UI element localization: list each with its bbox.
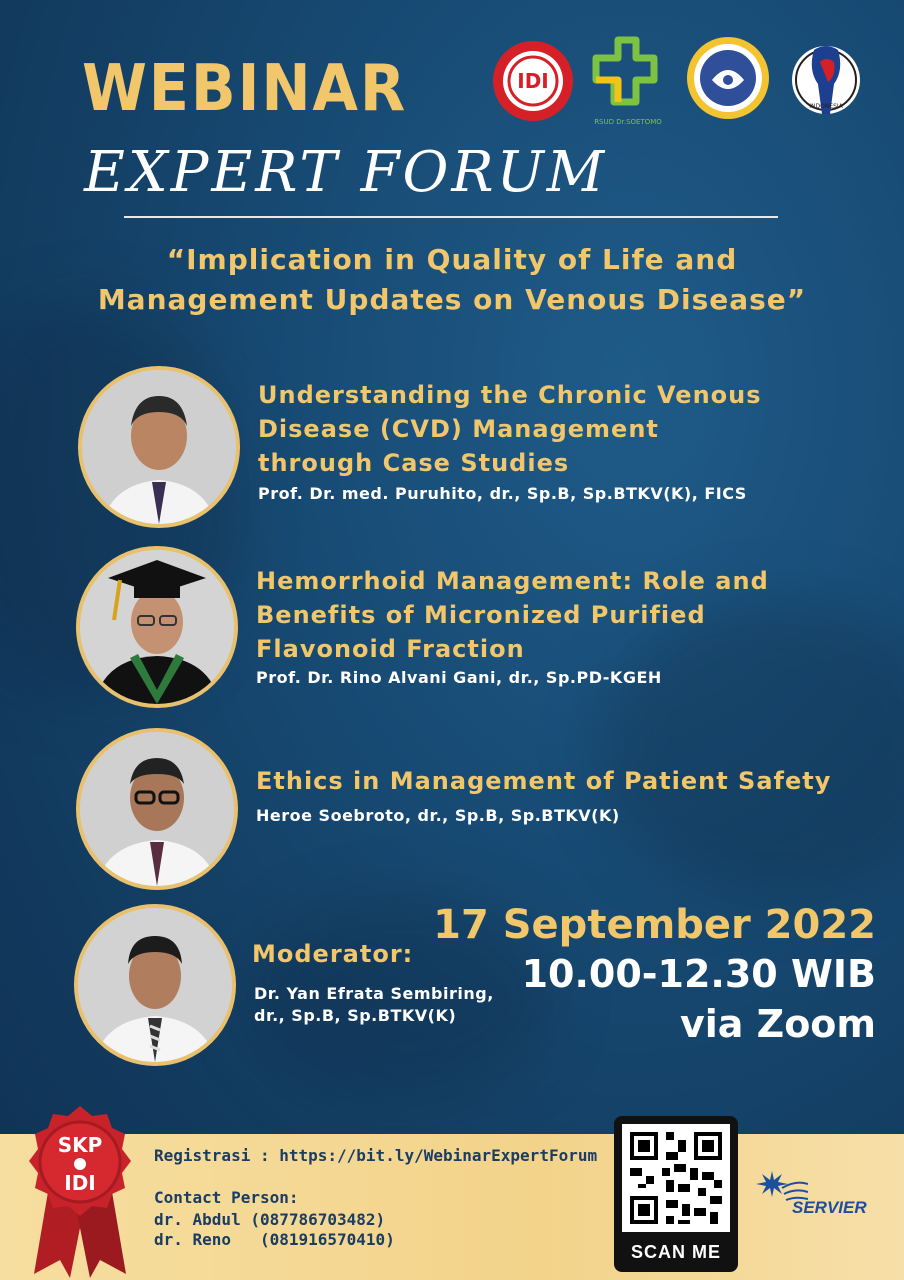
moderator-name-line-2: dr., Sp.B, Sp.BTKV(K) xyxy=(254,1006,457,1025)
registration-link[interactable]: Registrasi : https://bit.ly/WebinarExpertForum xyxy=(154,1146,598,1165)
svg-text:IDI: IDI xyxy=(517,69,549,93)
topic-line: Ethics in Management of Patient Safety xyxy=(256,767,832,795)
speaker-photo-puruhito xyxy=(78,366,240,528)
theme-line-2: Management Updates on Venous Disease” xyxy=(97,283,807,316)
contact-abdul: dr. Abdul (087786703482) xyxy=(154,1210,386,1229)
topic-line: Hemorrhoid Management: Role and xyxy=(256,567,769,595)
speaker-photo-heroe xyxy=(76,728,238,890)
idi-logo-icon xyxy=(492,40,574,122)
partner-logos xyxy=(492,32,862,132)
session-2-speaker: Prof. Dr. Rino Alvani Gani, dr., Sp.PD-KGEH xyxy=(256,668,662,687)
event-venue: via Zoom xyxy=(679,1002,876,1046)
topic-line: Flavonoid Fraction xyxy=(256,635,525,663)
event-date: 17 September 2022 xyxy=(433,902,876,948)
session-1-topic xyxy=(258,378,762,480)
speaker-portrait-icon xyxy=(80,732,234,886)
moderator-portrait-icon xyxy=(78,908,232,1062)
contact-label: Contact Person: xyxy=(154,1188,299,1207)
poster-subtitle: EXPERT FORUM xyxy=(84,140,608,205)
svg-text:RSUD Dr.SOETOMO: RSUD Dr.SOETOMO xyxy=(594,118,662,126)
topic-line: Understanding the Chronic Venous xyxy=(258,381,762,409)
event-time: 10.00-12.30 WIB xyxy=(521,952,876,996)
servier-logo xyxy=(752,1170,892,1224)
moderator-label: Moderator: xyxy=(252,940,414,968)
moderator-name-line-1: Dr. Yan Efrata Sembiring, xyxy=(254,984,494,1003)
qr-code-image xyxy=(622,1124,730,1232)
servier-wordmark: SERVIER xyxy=(792,1198,867,1217)
contact-reno: dr. Reno (081916570410) xyxy=(154,1230,395,1249)
topic-line: Disease (CVD) Management xyxy=(258,415,659,443)
topic-line: Benefits of Micronized Purified xyxy=(256,601,706,629)
svg-text:IDI: IDI xyxy=(64,1171,96,1195)
qr-code[interactable] xyxy=(614,1116,738,1272)
title-divider xyxy=(124,216,778,218)
speaker-photo-rino xyxy=(76,546,238,708)
speaker-portrait-icon xyxy=(80,550,234,704)
rsud-soetomo-logo-icon xyxy=(588,32,668,128)
poster-title: WEBINAR xyxy=(82,52,408,126)
theme-line-1: “Implication in Quality of Life and xyxy=(166,243,738,276)
vascular-society-logo-icon xyxy=(790,32,862,128)
session-2-topic xyxy=(256,564,769,666)
moderator-photo xyxy=(74,904,236,1066)
svg-text:INDONESIA: INDONESIA xyxy=(809,103,843,110)
session-1-speaker: Prof. Dr. med. Puruhito, dr., Sp.B, Sp.BTKV(K), FICS xyxy=(258,484,747,503)
qr-pattern-icon xyxy=(622,1124,730,1232)
university-seal-icon xyxy=(686,36,770,120)
webinar-theme xyxy=(20,240,884,320)
svg-text:SKP: SKP xyxy=(57,1133,103,1157)
scan-me-label: SCAN ME xyxy=(630,1242,721,1262)
skp-idi-badge-icon xyxy=(22,1102,138,1278)
topic-line: through Case Studies xyxy=(258,449,570,477)
session-3-topic xyxy=(256,764,831,798)
session-3-speaker: Heroe Soebroto, dr., Sp.B, Sp.BTKV(K) xyxy=(256,806,620,825)
speaker-portrait-icon xyxy=(82,370,236,524)
